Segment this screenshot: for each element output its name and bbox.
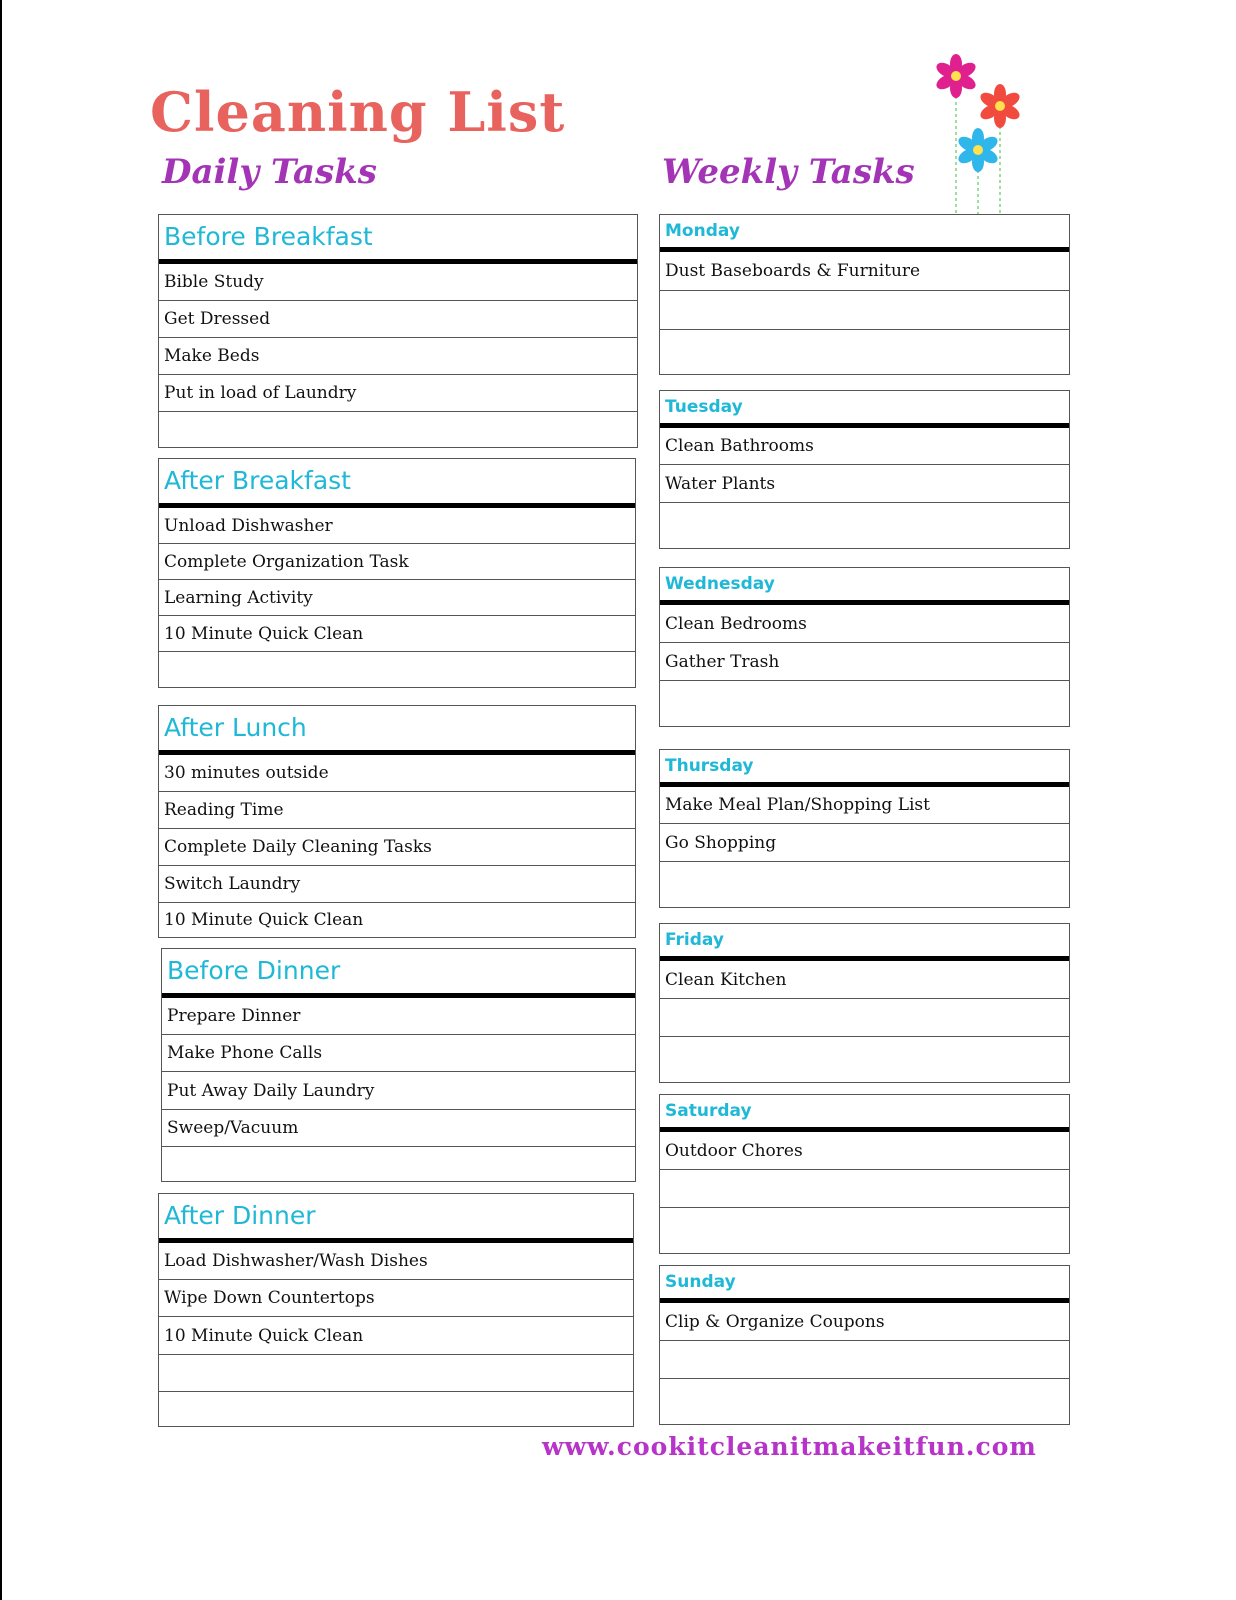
weekly-day-title: Monday <box>660 215 1069 252</box>
daily-box-before-breakfast <box>158 214 638 448</box>
daily-box-title: Before Dinner <box>162 949 635 998</box>
task-row[interactable] <box>159 1355 633 1392</box>
task-row[interactable]: Water Plants <box>660 465 1069 503</box>
daily-box-title: After Lunch <box>159 706 635 755</box>
task-row[interactable]: Get Dressed <box>159 301 637 338</box>
page-title: Cleaning List <box>150 80 566 144</box>
flower-icon <box>930 50 1040 220</box>
task-row[interactable]: Learning Activity <box>159 580 635 616</box>
task-row[interactable]: Reading Time <box>159 792 635 829</box>
weekly-box-sunday <box>659 1265 1070 1425</box>
daily-box-before-dinner <box>161 948 636 1182</box>
weekly-day-title: Wednesday <box>660 568 1069 605</box>
task-row[interactable]: Outdoor Chores <box>660 1132 1069 1170</box>
task-row[interactable] <box>159 412 637 447</box>
task-row[interactable] <box>660 330 1069 374</box>
weekly-box-monday <box>659 214 1070 375</box>
task-row[interactable] <box>660 1170 1069 1208</box>
task-row[interactable]: Wipe Down Countertops <box>159 1280 633 1317</box>
task-row[interactable]: Dust Baseboards & Furniture <box>660 252 1069 291</box>
task-row[interactable]: Clean Bathrooms <box>660 428 1069 465</box>
task-row[interactable]: Clean Bedrooms <box>660 605 1069 643</box>
task-row[interactable]: 10 Minute Quick Clean <box>164 910 364 930</box>
weekly-box-tuesday <box>659 390 1070 549</box>
daily-box-title: Before Breakfast <box>159 215 637 264</box>
daily-box-after-lunch <box>158 705 636 938</box>
task-row[interactable]: Bible Study <box>159 264 637 301</box>
task-row[interactable]: Unload Dishwasher <box>159 508 635 544</box>
task-row[interactable] <box>660 1037 1069 1082</box>
weekly-day-title: Saturday <box>660 1095 1069 1132</box>
task-row[interactable]: Complete Daily Cleaning Tasks <box>159 829 635 866</box>
task-row[interactable] <box>159 1392 633 1426</box>
weekly-day-title: Friday <box>660 924 1069 961</box>
task-row[interactable] <box>660 503 1069 548</box>
task-row[interactable]: 10 Minute Quick Clean <box>159 616 635 652</box>
page-edge <box>0 0 2 1600</box>
daily-box-title: After Breakfast <box>159 459 635 508</box>
daily-box-after-dinner <box>158 1193 634 1427</box>
task-row[interactable]: Make Phone Calls <box>162 1035 635 1072</box>
task-row[interactable]: Sweep/Vacuum <box>162 1110 635 1147</box>
weekly-day-title: Thursday <box>660 750 1069 787</box>
task-row[interactable]: Make Meal Plan/Shopping List <box>660 787 1069 824</box>
task-row[interactable]: Make Beds <box>159 338 637 375</box>
task-row[interactable]: Switch Laundry <box>159 866 635 903</box>
weekly-day-title: Sunday <box>660 1266 1069 1303</box>
task-row[interactable] <box>660 681 1069 726</box>
task-row[interactable]: Clip & Organize Coupons <box>660 1303 1069 1341</box>
task-row[interactable]: Go Shopping <box>660 824 1069 862</box>
website-url: www.cookitcleanitmakeitfun.com <box>542 1432 1037 1461</box>
daily-box-after-breakfast <box>158 458 636 688</box>
weekly-box-friday <box>659 923 1070 1083</box>
task-row[interactable]: Load Dishwasher/Wash Dishes <box>159 1243 633 1280</box>
weekly-tasks-heading: Weekly Tasks <box>662 152 915 192</box>
daily-tasks-heading: Daily Tasks <box>162 152 377 192</box>
task-row[interactable] <box>660 1208 1069 1253</box>
task-row[interactable]: Put in load of Laundry <box>159 375 637 412</box>
task-row[interactable] <box>162 1147 635 1181</box>
task-row[interactable]: Put Away Daily Laundry <box>162 1072 635 1110</box>
task-row[interactable]: 10 Minute Quick Clean <box>159 1317 633 1355</box>
task-row[interactable] <box>660 291 1069 330</box>
task-row[interactable]: Complete Organization Task <box>159 544 635 580</box>
weekly-box-saturday <box>659 1094 1070 1254</box>
task-row[interactable] <box>660 1341 1069 1379</box>
weekly-box-wednesday <box>659 567 1070 727</box>
task-row[interactable] <box>660 999 1069 1037</box>
daily-box-title: After Dinner <box>159 1194 633 1243</box>
task-row[interactable]: Prepare Dinner <box>162 998 635 1035</box>
weekly-day-title: Tuesday <box>660 391 1069 428</box>
task-row[interactable]: 30 minutes outside <box>159 755 635 792</box>
task-row[interactable]: Clean Kitchen <box>660 961 1069 999</box>
task-row[interactable] <box>159 652 635 687</box>
task-row[interactable]: Gather Trash <box>660 643 1069 681</box>
weekly-box-thursday <box>659 749 1070 908</box>
task-row[interactable] <box>660 1379 1069 1424</box>
task-row[interactable] <box>660 862 1069 907</box>
